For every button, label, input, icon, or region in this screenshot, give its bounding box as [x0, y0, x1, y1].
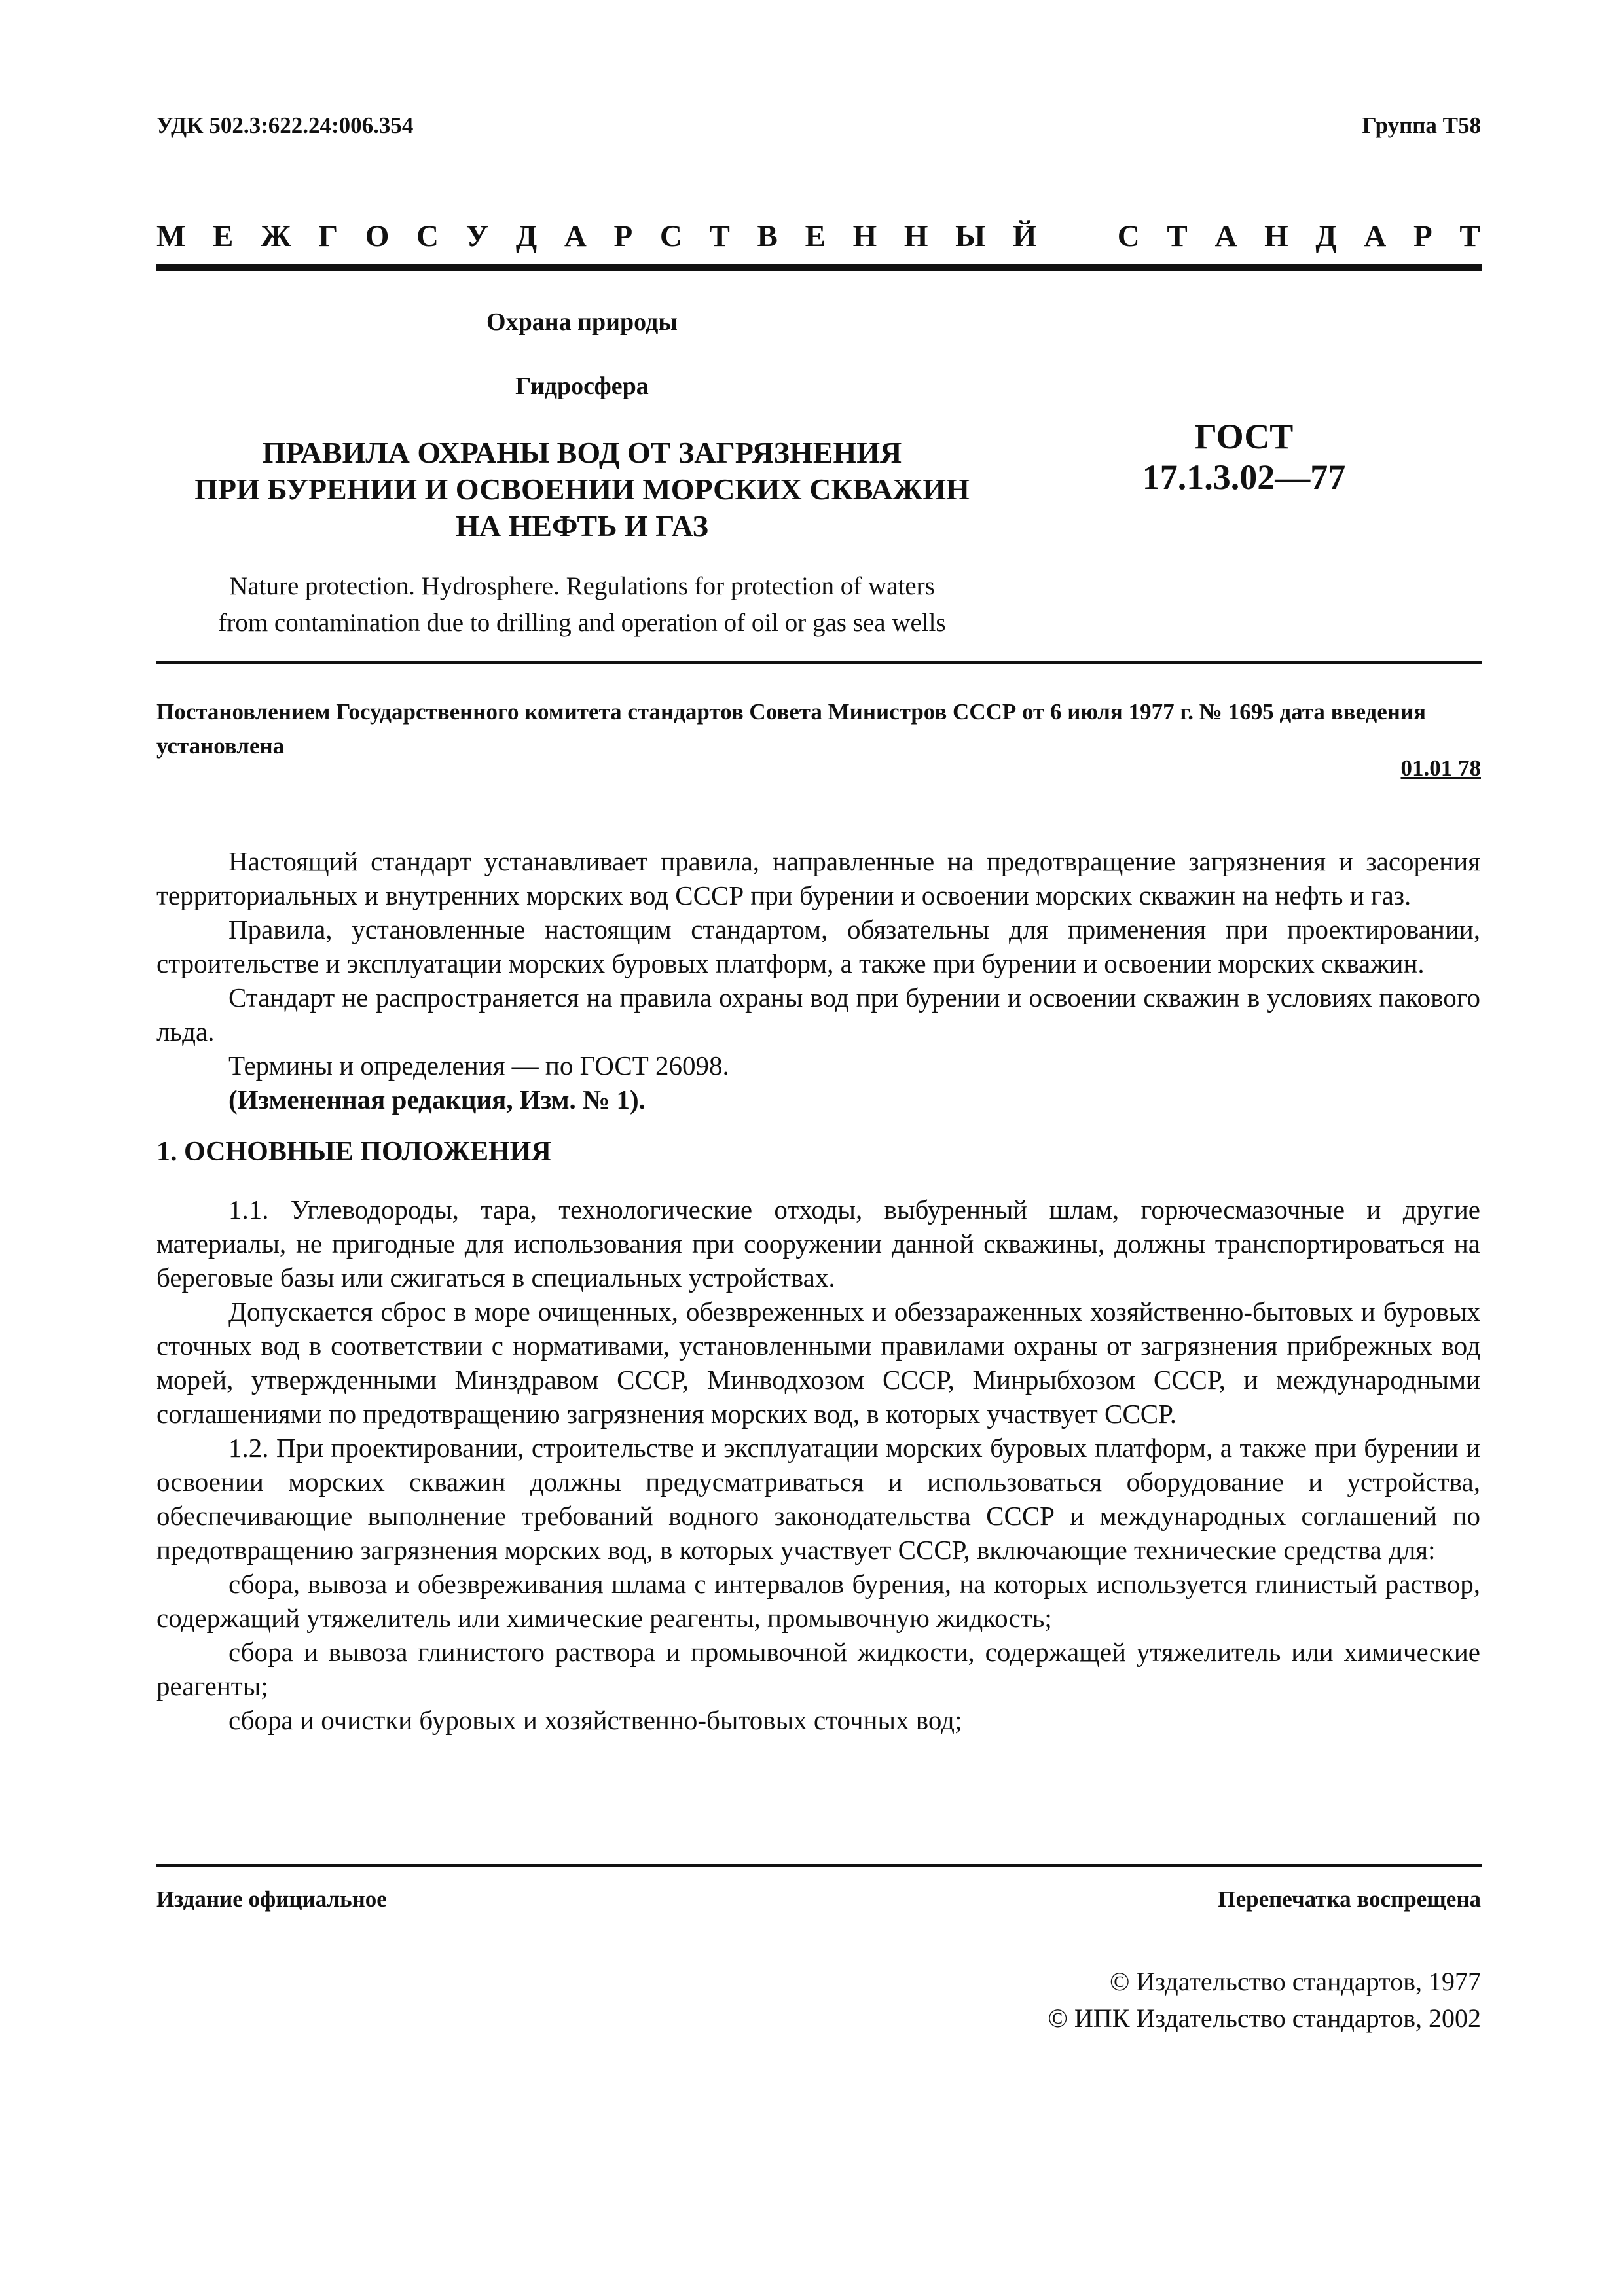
- section-paragraph: Допускается сброс в море очищенных, обезвреженных и обеззараженных хозяйственно-бытовых и буровых сточных вод в соответствии с нормативами, установленными правилами охраны от загрязнения прибрежных вод морей, утвержденными Минздравом СССР, Минводхозом СССР, Минрыбхозом СССР, и международными соглашениями по предотвращению загрязнения морских вод, в которых участвует СССР.: [156, 1297, 1480, 1429]
- letter: Р: [613, 219, 633, 253]
- title-line: НА НЕФТЬ И ГАЗ: [456, 509, 708, 543]
- udk-code: УДК 502.3:622.24:006.354: [156, 113, 414, 138]
- gost-designation: [1074, 416, 1414, 497]
- letter: Ж: [261, 219, 291, 253]
- letter: О: [365, 219, 390, 253]
- letter: Т: [1167, 219, 1188, 253]
- introduction-date: 01.01 78: [1400, 755, 1481, 781]
- english-title-line: Nature protection. Hydrosphere. Regulations for protection of waters: [229, 572, 935, 600]
- subject-secondary: Гидросфера: [515, 372, 649, 400]
- letter: Т: [1459, 219, 1480, 253]
- title-line: ПРИ БУРЕНИИ И ОСВОЕНИИ МОРСКИХ СКВАЖИН: [194, 473, 970, 506]
- letter: Н: [852, 219, 877, 253]
- copyright-block: [1048, 1964, 1481, 2037]
- letter: Н: [1264, 219, 1288, 253]
- letter: Г: [318, 219, 338, 253]
- section-title: 1. ОСНОВНЫЕ ПОЛОЖЕНИЯ: [156, 1137, 551, 1167]
- edition-label: Издание официальное: [156, 1886, 387, 1912]
- word-gap: [1064, 219, 1090, 254]
- letter: С: [659, 219, 682, 253]
- copyright-line: © Издательство стандартов, 1977: [1109, 1967, 1481, 1996]
- gost-label: ГОСТ: [1194, 417, 1294, 456]
- intro-paragraph: Настоящий стандарт устанавливает правила, направленные на предотвращение загрязнения и засорения территориальных и внутренних морских вод СССР при бурении и освоении морских скважин на нефть и газ.: [156, 846, 1480, 910]
- letter: У: [465, 219, 489, 253]
- group-code: Группа Т58: [1362, 113, 1481, 138]
- section-paragraph: сбора и очистки буровых и хозяйственно-бытовых сточных вод;: [228, 1705, 962, 1735]
- decree-statement: Постановлением Государственного комитета стандартов Совета Министров СССР от 6 июля 1977 г. № 1695 дата введения установлена: [156, 699, 1427, 759]
- heading-divider: [156, 264, 1482, 271]
- title-line: ПРАВИЛА ОХРАНЫ ВОД ОТ ЗАГРЯЗНЕНИЯ: [262, 436, 902, 469]
- gost-number: 17.1.3.02—77: [1142, 457, 1346, 497]
- intro-paragraph: Термины и определения — по ГОСТ 26098.: [228, 1050, 729, 1081]
- section-paragraph: сбора, вывоза и обезвреживания шлама с интервалов бурения, на которых используется глинистый раствор, содержащий утяжелитель или химические реагенты, промывочную жидкость;: [156, 1569, 1480, 1633]
- letter: Р: [1413, 219, 1432, 253]
- english-title: [156, 568, 1008, 641]
- letter: Е: [213, 219, 234, 253]
- document-title: [156, 435, 1008, 545]
- letter: Т: [709, 219, 730, 253]
- letter: С: [1117, 219, 1140, 253]
- letter: Й: [1012, 219, 1037, 253]
- letter: Ы: [955, 219, 986, 253]
- letter: Н: [903, 219, 928, 253]
- letter: А: [1364, 219, 1387, 253]
- reprint-notice: Перепечатка воспрещена: [1218, 1886, 1481, 1912]
- letter: Д: [515, 219, 538, 253]
- english-title-line: from contamination due to drilling and operation of oil or gas sea wells: [218, 609, 946, 637]
- intro-paragraph: Правила, установленные настоящим стандартом, обязательны для применения при проектировании, строительстве и эксплуатации морских буровых платформ, а также при бурении и освоении морских скважин.: [156, 914, 1480, 978]
- letter: Е: [805, 219, 826, 253]
- footer-divider: [156, 1864, 1482, 1867]
- letter: М: [156, 219, 186, 253]
- subject-primary: Охрана природы: [486, 308, 678, 336]
- letter: Д: [1315, 219, 1337, 253]
- section-paragraph: сбора и вывоза глинистого раствора и промывочной жидкости, содержащей утяжелитель или химические реагенты;: [156, 1637, 1480, 1701]
- letter: А: [1214, 219, 1237, 253]
- intro-paragraph: Стандарт не распространяется на правила охраны вод при бурении и освоении скважин в условиях пакового льда.: [156, 982, 1480, 1047]
- section-paragraph: 1.2. При проектировании, строительстве и эксплуатации морских буровых платформ, а также при бурении и освоении морских скважин должны предусматриваться и использоваться оборудование и устройства, обеспечивающие выполнение требований водного законодательства СССР и международных соглашений по предотвращению загрязнения морских вод, в которых участвует СССР, включающие технические средства для:: [156, 1433, 1480, 1565]
- copyright-line: © ИПК Издательство стандартов, 2002: [1048, 2003, 1481, 2033]
- document-body: [156, 844, 1480, 1737]
- letter: С: [416, 219, 439, 253]
- interstate-standard-heading: [156, 219, 1480, 254]
- amendment-note: (Измененная редакция, Изм. № 1).: [228, 1085, 646, 1115]
- section-paragraph: 1.1. Углеводороды, тара, технологические отходы, выбуренный шлам, горючесмазочные и другие материалы, не пригодные для использования при сооружении данной скважины, должны транспортироваться на береговые базы или сжигаться в специальных устройствах.: [156, 1194, 1480, 1293]
- letter: А: [564, 219, 587, 253]
- letter: В: [757, 219, 778, 253]
- title-block-divider: [156, 661, 1482, 664]
